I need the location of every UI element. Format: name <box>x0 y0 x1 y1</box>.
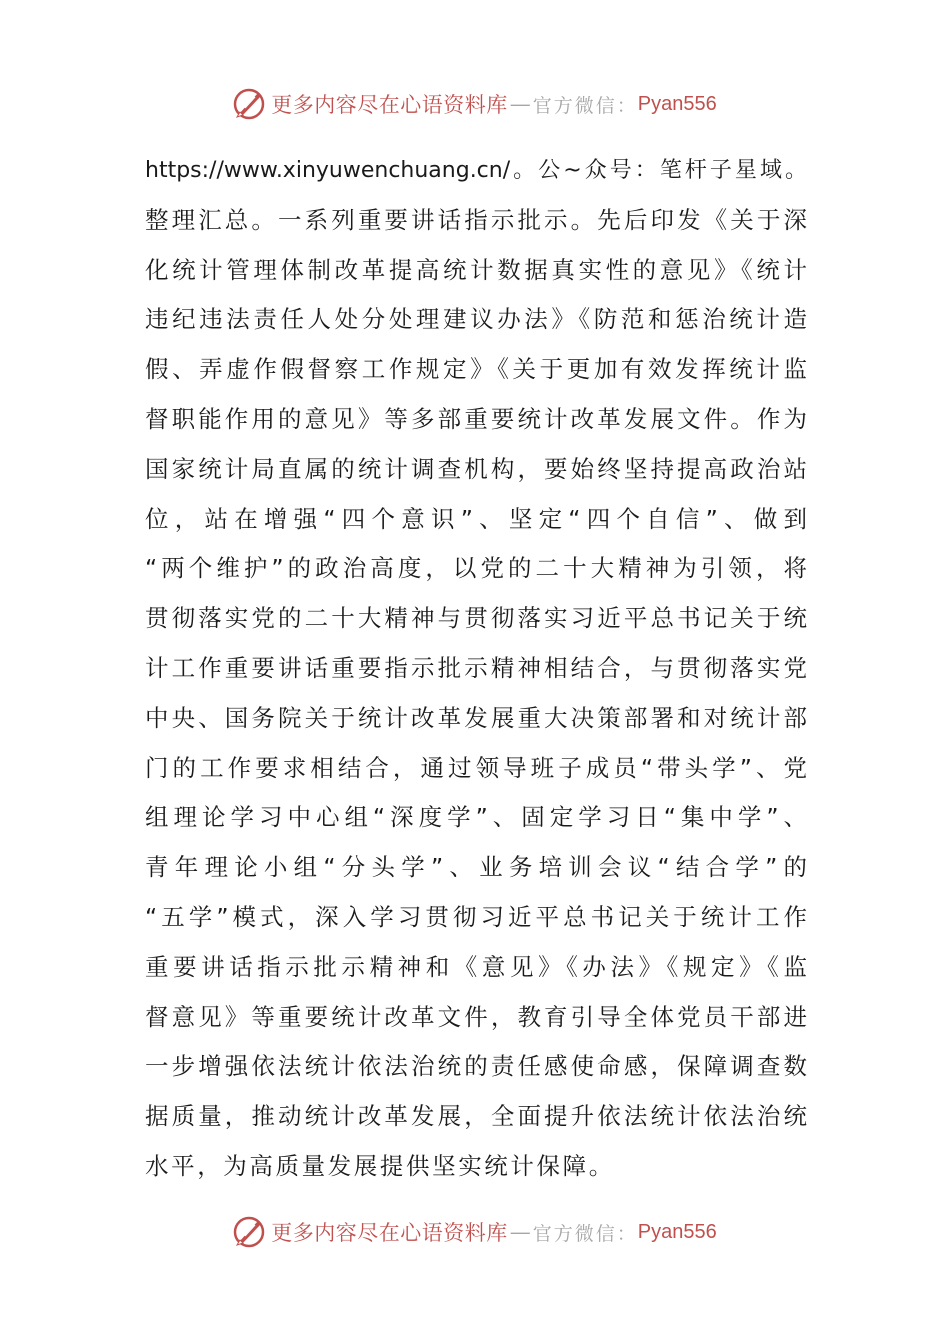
body-line-14: 组理论学习中心组“深度学”、固定学习日“集中学”、 <box>145 803 807 832</box>
body-line-20: 据质量，推动统计改革发展，全面提升依法统计依法治统 <box>145 1102 807 1131</box>
body-line-19: 一步增强依法统计依法治统的责任感使命感，保障调查数 <box>145 1052 807 1081</box>
body-line-15: 青年理论小组“分头学”、业务培训会议“结合学”的 <box>145 853 807 882</box>
banner-dash: — <box>509 92 531 116</box>
banner-wechat-id: Pyan556 <box>637 1220 717 1243</box>
body-line-5: 假、弄虚作假督察工作规定》《关于更加有效发挥统计监 <box>145 355 807 384</box>
body-line-4: 违纪违法责任人处分处理建议办法》《防范和惩治统计造 <box>145 305 807 334</box>
body-line-3: 化统计管理体制改革提高统计数据真实性的意见》《统计 <box>145 255 807 284</box>
body-line-13: 门的工作要求相结合，通过领导班子成员“带头学”、党 <box>145 753 807 782</box>
quill-logo-icon <box>231 1214 267 1250</box>
body-line-8: 位，站在增强“四个意识”、坚定“四个自信”、做到 <box>145 504 807 533</box>
body-line-16: “五学”模式，深入学习贯彻习近平总书记关于统计工作 <box>145 902 807 931</box>
quill-logo-icon <box>231 86 267 122</box>
body-line-10: 贯彻落实党的二十大精神与贯彻落实习近平总书记关于统 <box>145 604 807 633</box>
body-line-9: “两个维护”的政治高度，以党的二十大精神为引领，将 <box>145 554 807 583</box>
header-banner-inner <box>231 86 716 122</box>
footer-banner-inner <box>231 1214 716 1250</box>
banner-wechat-label: 官方微信： <box>532 1222 638 1245</box>
banner-dash: — <box>509 1220 531 1244</box>
body-line-1: https://www.xinyuwenchuang.cn/。公~众号：笔杆子星域。 <box>145 158 807 183</box>
body-line-12: 中央、国务院关于统计改革发展重大决策部署和对统计部 <box>145 703 807 732</box>
body-line-6: 督职能作用的意见》等多部重要统计改革发展文件。作为 <box>145 404 807 433</box>
body-line-11: 计工作重要讲话重要指示批示精神相结合，与贯彻落实党 <box>145 653 807 682</box>
banner-wechat-label: 官方微信： <box>532 94 638 117</box>
body-line-2: 整理汇总。一系列重要讲话指示批示。先后印发《关于深 <box>145 205 807 234</box>
header-banner <box>0 84 950 124</box>
banner-title: 更多内容尽在心语资料库 <box>271 93 508 117</box>
body-line-21: 水平，为高质量发展提供坚实统计保障。 <box>145 1151 615 1180</box>
body-line-17: 重要讲话指示批示精神和《意见》《办法》《规定》《监 <box>145 952 807 981</box>
banner-title: 更多内容尽在心语资料库 <box>271 1221 508 1245</box>
document-body <box>145 146 807 1192</box>
banner-wechat-id: Pyan556 <box>637 92 717 115</box>
body-line-7: 国家统计局直属的统计调查机构，要始终坚持提高政治站 <box>145 454 807 483</box>
body-line-18: 督意见》等重要统计改革文件，教育引导全体党员干部进 <box>145 1002 807 1031</box>
footer-banner <box>0 1212 950 1252</box>
